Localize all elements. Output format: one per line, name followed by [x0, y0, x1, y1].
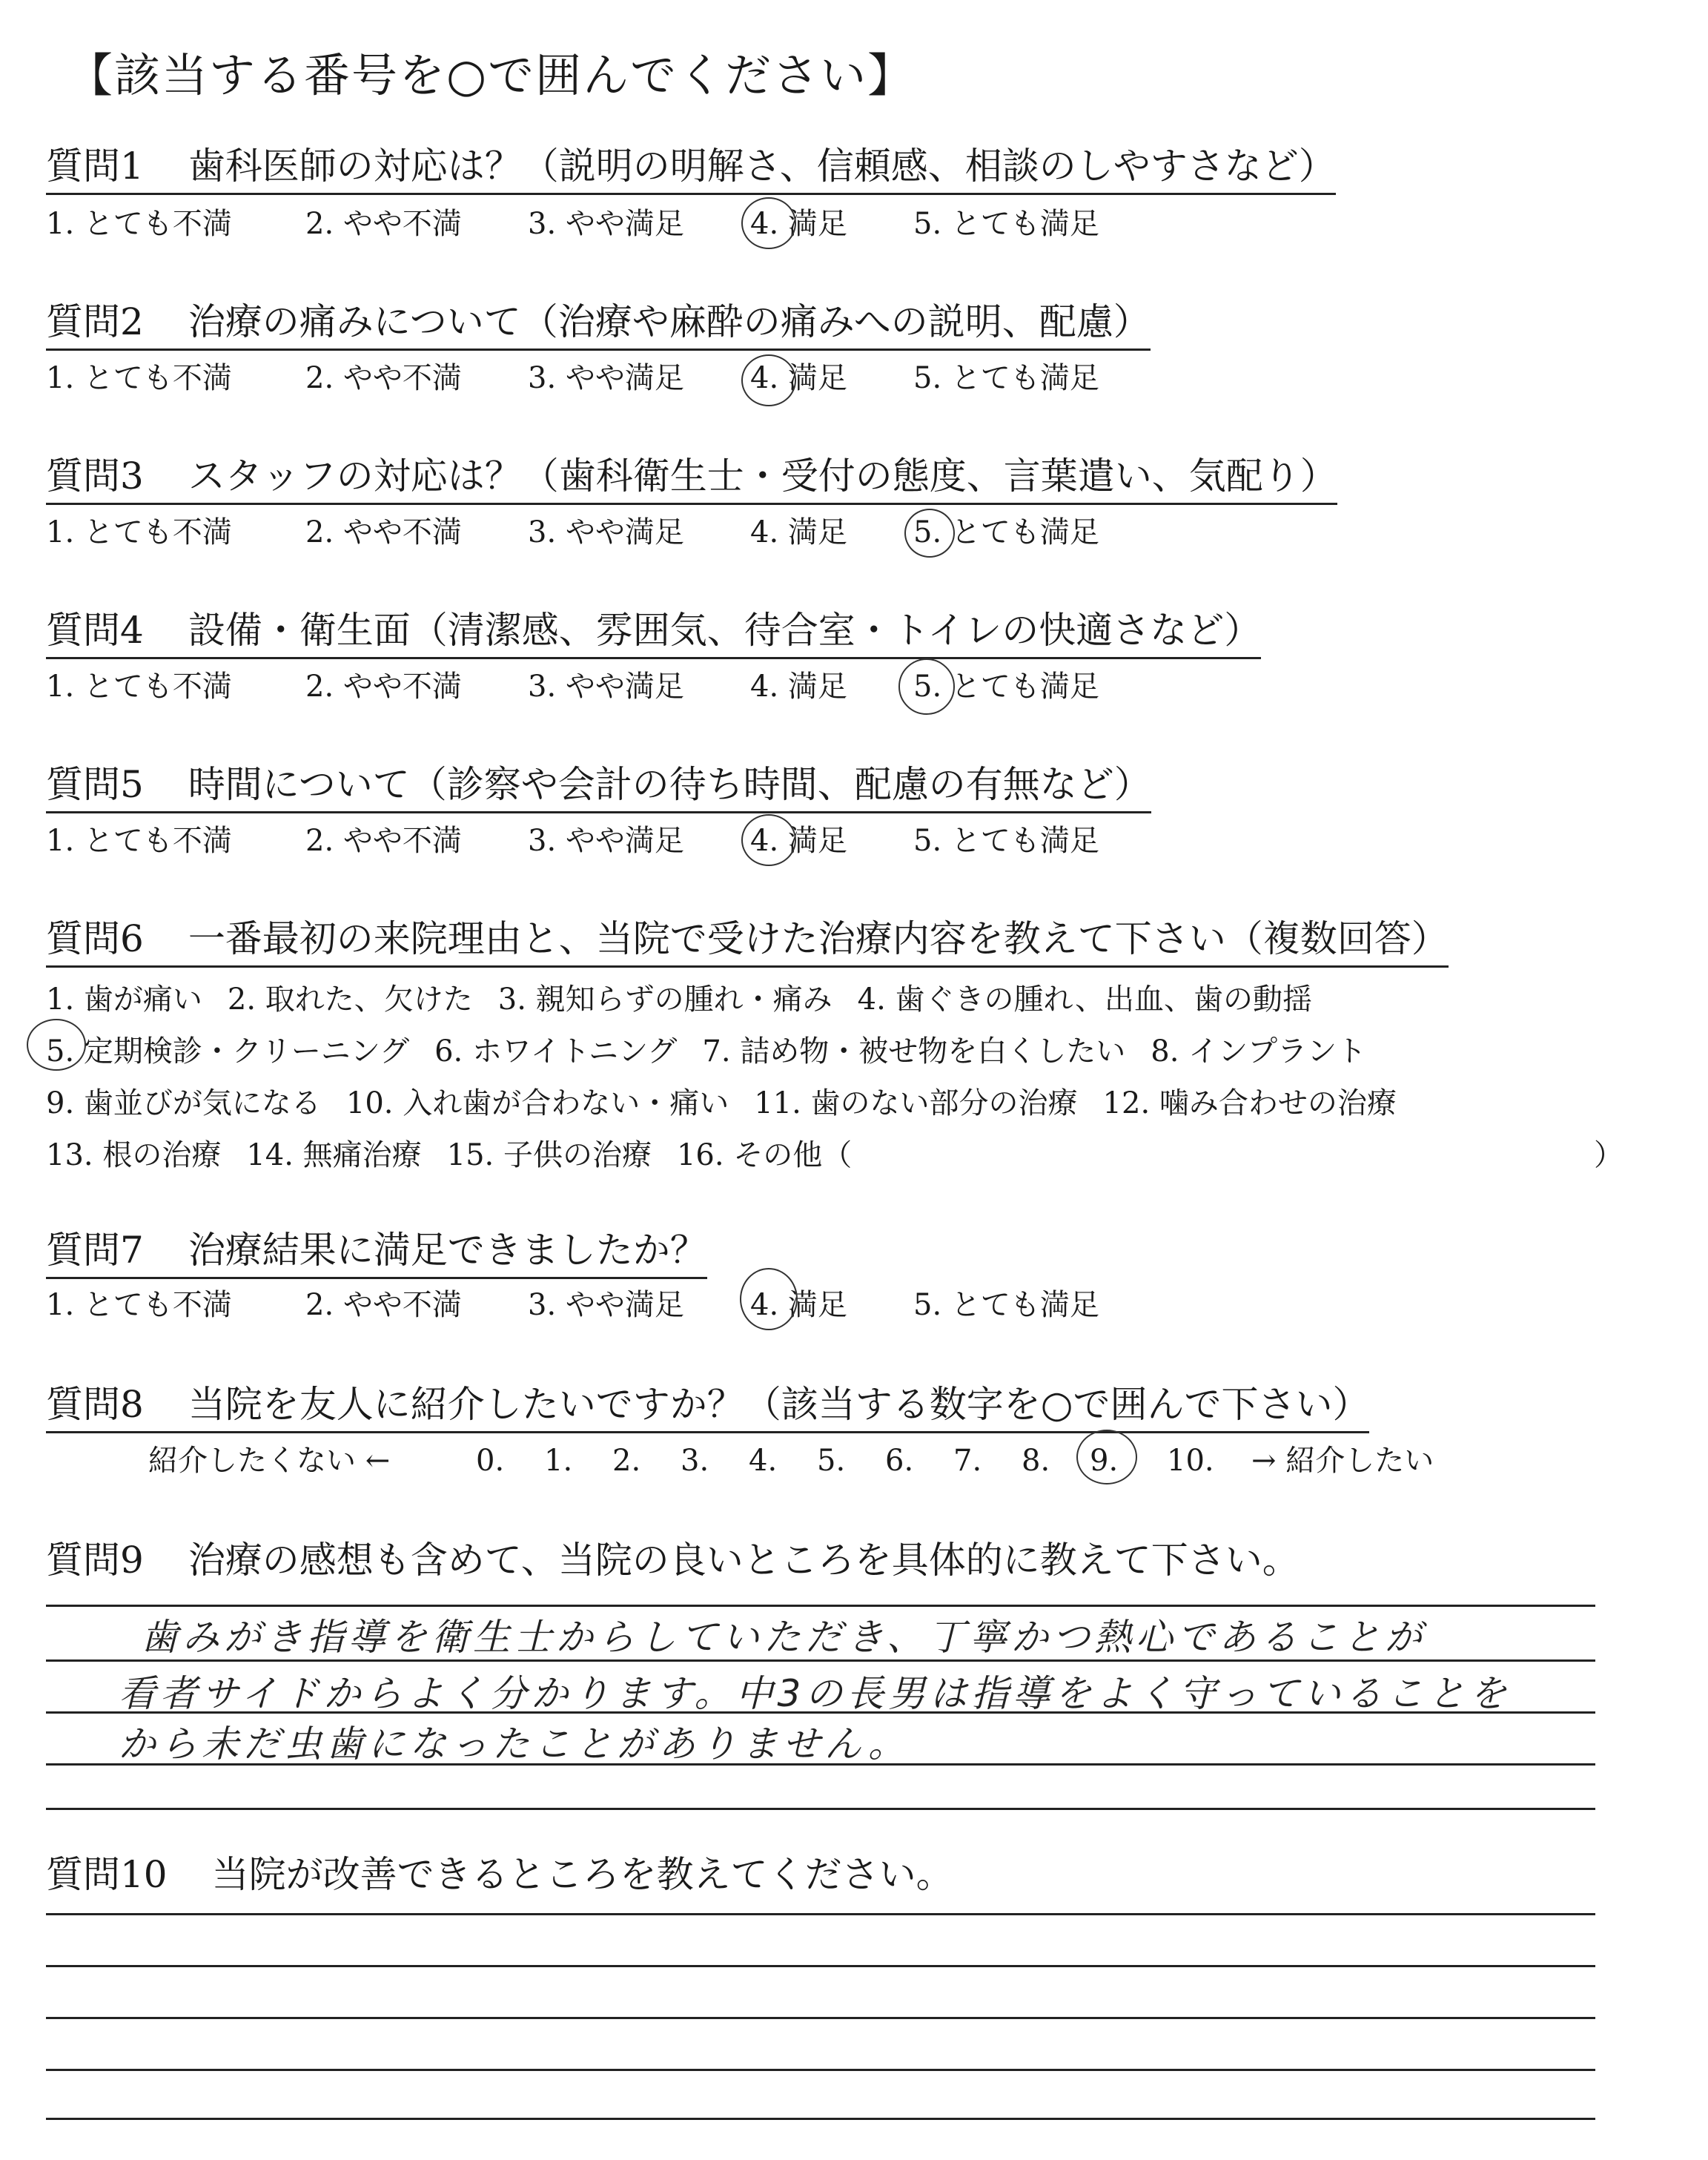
q6-option-14[interactable]: 14. 無痛治療	[246, 1138, 422, 1172]
question-6-label: 質問6	[46, 917, 144, 960]
question-1-title	[46, 145, 1336, 195]
question-4-title	[46, 610, 1261, 659]
q6-other-close-paren: ）	[1594, 1138, 1623, 1172]
q6-option-15[interactable]: 15. 子供の治療	[446, 1138, 652, 1172]
q5-option-3[interactable]: 3. やや満足	[528, 824, 684, 858]
q1-option-2[interactable]: 2. やや不満	[305, 207, 462, 241]
question-8-text: 当院を友人に紹介したいですか？（該当する数字を○で囲んで下さい）	[188, 1383, 1370, 1426]
q4-option-2[interactable]: 2. やや不満	[305, 670, 462, 704]
instruction-header: 【該当する番号を○で囲んでください】	[67, 48, 916, 102]
q10-answer-rule-4[interactable]	[46, 2069, 1595, 2071]
q10-answer-rule-1[interactable]	[46, 1913, 1595, 1915]
q2-option-2[interactable]: 2. やや不満	[305, 361, 462, 395]
q9-handwritten-line-2: 看者サイドからよく分かります。中3の長男は指導をよく守っていることを	[119, 1672, 1512, 1715]
question-4-text: 設備・衛生面（清潔感、雰囲気、待合室・トイレの快適さなど）	[188, 609, 1262, 652]
q8-scale-2[interactable]: 2.	[612, 1444, 641, 1478]
question-9-text: 治療の感想も含めて、当院の良いところを具体的に教えて下さい。	[188, 1539, 1300, 1582]
q8-scale-5[interactable]: 5.	[817, 1444, 846, 1478]
question-3-text: スタッフの対応は？（歯科衛生士・受付の態度、言葉遣い、気配り）	[188, 455, 1337, 498]
q6-option-3[interactable]: 3. 親知らずの腫れ・痛み	[497, 982, 833, 1017]
q8-scale-0[interactable]: 0.	[476, 1444, 505, 1478]
question-10-label: 質問10	[46, 1853, 168, 1896]
q4-option-3[interactable]: 3. やや満足	[528, 670, 684, 704]
question-8-title	[46, 1384, 1369, 1433]
q3-option-4[interactable]: 4. 満足	[750, 515, 847, 549]
question-7-label: 質問7	[46, 1229, 144, 1272]
q5-option-1[interactable]: 1. とても不満	[46, 824, 232, 858]
q6-option-5[interactable]: 5. 定期検診・クリーニング	[46, 1034, 410, 1069]
question-1-text: 歯科医師の対応は？（説明の明解さ、信頼感、相談のしやすさなど）	[188, 145, 1336, 188]
q6-option-4[interactable]: 4. 歯ぐきの腫れ、出血、歯の動揺	[857, 982, 1312, 1017]
q1-option-1[interactable]: 1. とても不満	[46, 207, 232, 241]
question-2-title	[46, 301, 1151, 351]
q6-option-7[interactable]: 7. 詰め物・被せ物を白くしたい	[702, 1034, 1126, 1069]
question-5-label: 質問5	[46, 763, 144, 806]
q9-handwritten-line-1: 歯みがき指導を衛生士からしていただき、丁寧かつ熱心であることが	[141, 1616, 1426, 1659]
q8-scale-1[interactable]: 1.	[544, 1444, 573, 1478]
q9-handwritten-line-3: から未だ虫歯になったことがありません。	[119, 1723, 910, 1766]
q9-answer-rule-1	[46, 1605, 1595, 1607]
q3-option-1[interactable]: 1. とても不満	[46, 515, 232, 549]
q10-answer-rule-3[interactable]	[46, 2017, 1595, 2019]
q1-option-5[interactable]: 5. とても満足	[913, 207, 1099, 241]
question-7-title	[46, 1229, 707, 1279]
q8-scale-6[interactable]: 6.	[885, 1444, 914, 1478]
q8-left-label: 紹介したくない ←	[148, 1444, 391, 1478]
q8-scale-4[interactable]: 4.	[749, 1444, 778, 1478]
q8-scale-3[interactable]: 3.	[681, 1444, 709, 1478]
q7-option-1[interactable]: 1. とても不満	[46, 1288, 232, 1322]
q6-option-8[interactable]: 8. インプラント	[1151, 1034, 1367, 1069]
q6-option-6[interactable]: 6. ホワイトニング	[434, 1034, 678, 1069]
question-2-text: 治療の痛みについて（治療や麻酔の痛みへの説明、配慮）	[188, 300, 1151, 343]
question-3-label: 質問3	[46, 455, 144, 498]
q6-row-1	[46, 976, 1337, 1018]
question-10-title	[46, 1854, 953, 1901]
q7-option-5[interactable]: 5. とても満足	[913, 1288, 1099, 1322]
q7-option-3[interactable]: 3. やや満足	[528, 1288, 684, 1322]
q6-option-11[interactable]: 11. 歯のない部分の治療	[754, 1086, 1078, 1120]
q3-option-5[interactable]: 5. とても満足	[913, 515, 1099, 549]
q7-option-2[interactable]: 2. やや不満	[305, 1288, 462, 1322]
question-7-text: 治療結果に満足できましたか？	[188, 1229, 707, 1272]
q6-row-4	[46, 1132, 877, 1174]
q2-option-4[interactable]: 4. 満足	[750, 361, 847, 395]
question-5-text: 時間について（診察や会計の待ち時間、配慮の有無など）	[188, 763, 1151, 806]
q4-option-4[interactable]: 4. 満足	[750, 670, 847, 704]
q6-row-2	[46, 1028, 1391, 1070]
q6-option-10[interactable]: 10. 入れ歯が合わない・痛い	[345, 1086, 729, 1120]
q3-option-3[interactable]: 3. やや満足	[528, 515, 684, 549]
q8-scale-8[interactable]: 8.	[1022, 1444, 1050, 1478]
q6-option-2[interactable]: 2. 取れた、欠けた	[227, 982, 473, 1017]
q2-option-3[interactable]: 3. やや満足	[528, 361, 684, 395]
q7-option-4[interactable]: 4. 満足	[750, 1288, 847, 1322]
q3-option-2[interactable]: 2. やや不満	[305, 515, 462, 549]
question-9-label: 質問9	[46, 1539, 144, 1582]
question-4-label: 質問4	[46, 609, 144, 652]
q2-option-1[interactable]: 1. とても不満	[46, 361, 232, 395]
q9-answer-rule-4	[46, 1763, 1595, 1766]
q1-option-4[interactable]: 4. 満足	[750, 207, 847, 241]
q2-option-5[interactable]: 5. とても満足	[913, 361, 1099, 395]
question-1-label: 質問1	[46, 145, 144, 188]
question-6-title	[46, 918, 1449, 968]
q10-answer-rule-5[interactable]	[46, 2118, 1595, 2120]
q4-option-1[interactable]: 1. とても不満	[46, 670, 232, 704]
q9-answer-rule-5	[46, 1808, 1595, 1810]
q9-answer-rule-2	[46, 1659, 1595, 1662]
q10-answer-rule-2[interactable]	[46, 1965, 1595, 1967]
q8-right-label: → 紹介したい	[1251, 1444, 1434, 1478]
question-5-title	[46, 764, 1151, 813]
q6-option-12[interactable]: 12. 噛み合わせの治療	[1102, 1086, 1397, 1120]
question-9-title	[46, 1539, 1300, 1587]
q5-option-2[interactable]: 2. やや不満	[305, 824, 462, 858]
q9-answer-rule-3	[46, 1711, 1595, 1714]
q5-option-4[interactable]: 4. 満足	[750, 824, 847, 858]
q6-option-13[interactable]: 13. 根の治療	[46, 1138, 222, 1172]
q6-option-9[interactable]: 9. 歯並びが気になる	[46, 1086, 321, 1120]
q8-scale-10[interactable]: 10.	[1167, 1444, 1214, 1478]
q6-option-1[interactable]: 1. 歯が痛い	[46, 982, 202, 1017]
question-10-text: 当院が改善できるところを教えてください。	[211, 1853, 953, 1896]
q1-option-3[interactable]: 3. やや満足	[528, 207, 684, 241]
question-8-label: 質問8	[46, 1383, 144, 1426]
question-3-title	[46, 455, 1337, 505]
q5-option-5[interactable]: 5. とても満足	[913, 824, 1099, 858]
q8-scale-7[interactable]: 7.	[953, 1444, 982, 1478]
question-2-label: 質問2	[46, 300, 144, 343]
q6-row-3	[46, 1080, 1422, 1122]
q4-option-5[interactable]: 5. とても満足	[913, 670, 1099, 704]
q6-option-16[interactable]: 16. その他（	[676, 1138, 853, 1172]
q8-scale-9[interactable]: 9.	[1090, 1444, 1119, 1478]
question-6-text: 一番最初の来院理由と、当院で受けた治療内容を教えて下さい（複数回答）	[188, 917, 1449, 960]
